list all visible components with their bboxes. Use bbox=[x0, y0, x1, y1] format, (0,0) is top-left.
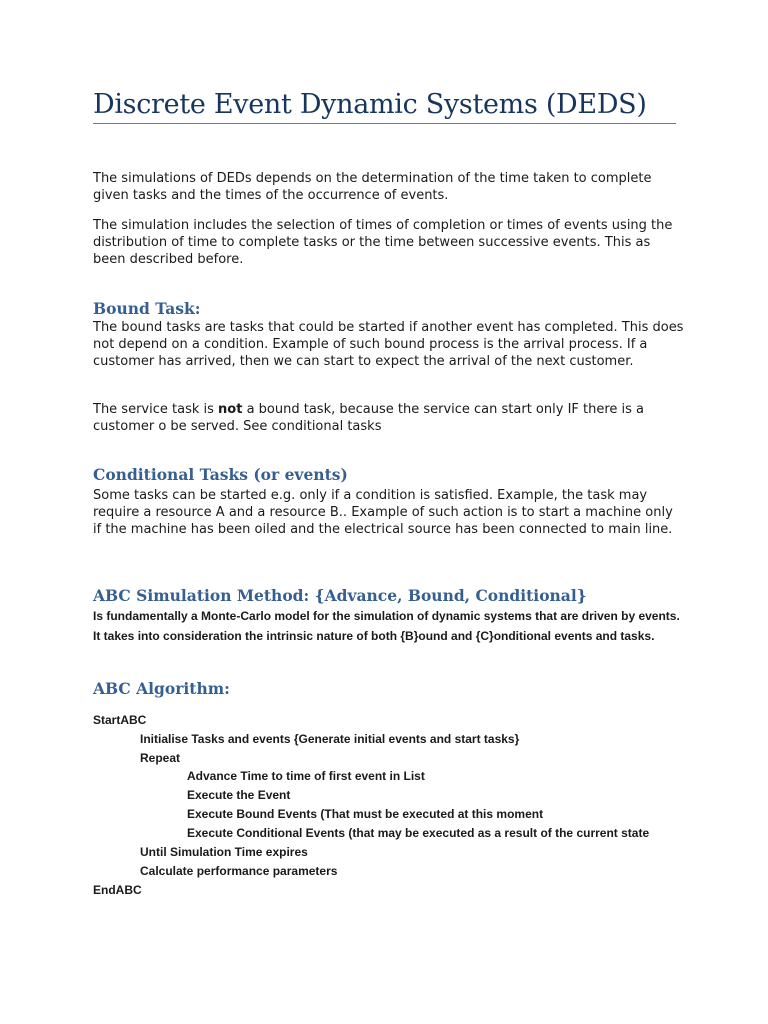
algorithm-line-end: EndABC bbox=[93, 883, 142, 897]
abc-algorithm-heading: ABC Algorithm: bbox=[93, 679, 230, 698]
bound-task-paragraph-2-start: The service task is bbox=[93, 402, 219, 417]
conditional-tasks-heading: Conditional Tasks (or events) bbox=[93, 465, 348, 484]
bound-task-paragraph-1: The bound tasks are tasks that could be started if another event has completed. This does not depend on a condition. Example of such bound process is the arrival process. If a customer has arrived, then we can start to expect the arrival of the next customer. bbox=[93, 320, 684, 370]
bound-task-paragraph-2 bbox=[93, 401, 685, 435]
abc-method-paragraph: Is fundamentally a Monte-Carlo model for the simulation of dynamic systems that are driven by events. It takes into consideration the intrinsic nature of both {B}ound and {C}onditional events and tasks. bbox=[93, 609, 680, 643]
algorithm-line-execute-bound: Execute Bound Events (That must be executed at this moment bbox=[187, 807, 544, 821]
emphasis-not: not bbox=[218, 402, 243, 417]
bound-task-paragraph-2-end: a bound task, because the service can start only IF there is a customer o be served. See conditional tasks bbox=[93, 402, 645, 435]
bound-task-heading: Bound Task: bbox=[93, 299, 201, 318]
intro-paragraph-1: The simulations of DEDs depends on the determination of the time taken to complete given tasks and the times of the occurrence of events. bbox=[93, 171, 652, 204]
algorithm-line-execute-event: Execute the Event bbox=[187, 788, 291, 802]
algorithm-line-initialise: Initialise Tasks and events {Generate initial events and start tasks} bbox=[140, 732, 520, 746]
algorithm-line-repeat: Repeat bbox=[140, 751, 181, 765]
algorithm-line-advance: Advance Time to time of first event in List bbox=[187, 769, 425, 783]
algorithm-line-start: StartABC bbox=[93, 713, 147, 727]
abc-method-heading: ABC Simulation Method: {Advance, Bound, Conditional} bbox=[93, 586, 587, 605]
intro-paragraph-2: The simulation includes the selection of times of completion or times of events using the distribution of time to complete tasks or the time between successive events. This as been described before. bbox=[93, 218, 673, 268]
algorithm-line-until: Until Simulation Time expires bbox=[140, 845, 308, 859]
algorithm-line-calculate: Calculate performance parameters bbox=[140, 864, 338, 878]
conditional-tasks-paragraph: Some tasks can be started e.g. only if a condition is satisfied. Example, the task may require a resource A and a resource B.. Example of such action is to start a machine only if the machine has been oiled and the electrical source has been connected to main line. bbox=[93, 488, 673, 538]
title-underline bbox=[93, 123, 676, 124]
algorithm-line-execute-conditional: Execute Conditional Events (that may be executed as a result of the current state bbox=[187, 826, 650, 840]
document-title: Discrete Event Dynamic Systems (DEDS) bbox=[93, 89, 647, 120]
